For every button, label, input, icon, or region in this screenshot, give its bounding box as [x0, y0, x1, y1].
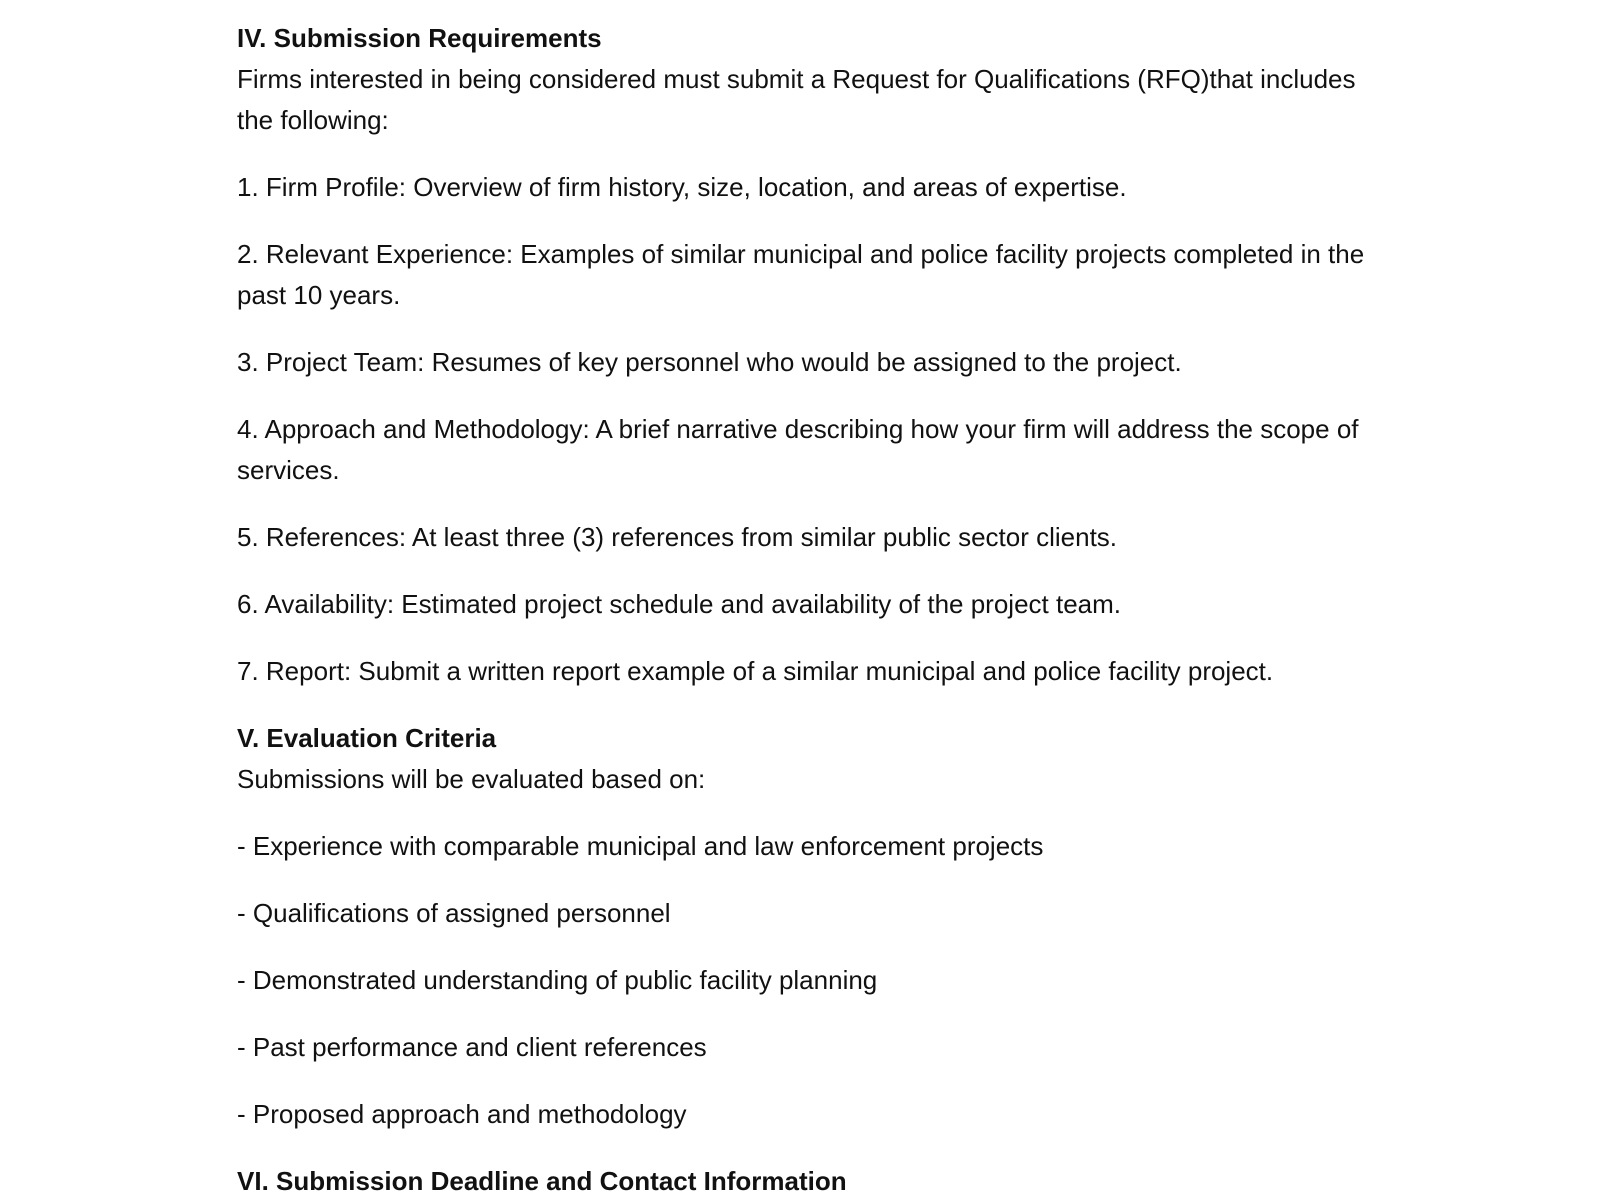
criteria-item-4: - Past performance and client references	[237, 1032, 707, 1062]
section-v-heading: V. Evaluation Criteria	[237, 723, 497, 753]
document-page	[237, 18, 1377, 1202]
criteria-item-1: - Experience with comparable municipal and law enforcement projects	[237, 831, 1044, 861]
requirement-item-4: 4. Approach and Methodology: A brief narrative describing how your firm will address the scope of services.	[237, 414, 1359, 485]
section-iv-intro: Firms interested in being considered must submit a Request for Qualifications (RFQ)that includes the following:	[237, 64, 1356, 135]
section-v-intro: Submissions will be evaluated based on:	[237, 764, 706, 794]
requirement-item-7: 7. Report: Submit a written report example of a similar municipal and police facility project.	[237, 656, 1274, 686]
criteria-item-2: - Qualifications of assigned personnel	[237, 898, 671, 928]
requirement-item-5: 5. References: At least three (3) references from similar public sector clients.	[237, 522, 1118, 552]
section-vi-heading: VI. Submission Deadline and Contact Information	[237, 1166, 847, 1196]
criteria-item-5: - Proposed approach and methodology	[237, 1099, 687, 1129]
requirement-item-2: 2. Relevant Experience: Examples of similar municipal and police facility projects completed in the past 10 years.	[237, 239, 1365, 310]
section-iv-heading: IV. Submission Requirements	[237, 23, 602, 53]
criteria-item-3: - Demonstrated understanding of public facility planning	[237, 965, 878, 995]
requirement-item-6: 6. Availability: Estimated project schedule and availability of the project team.	[237, 589, 1121, 619]
requirement-item-1: 1. Firm Profile: Overview of firm history, size, location, and areas of expertise.	[237, 172, 1127, 202]
requirement-item-3: 3. Project Team: Resumes of key personnel who would be assigned to the project.	[237, 347, 1182, 377]
